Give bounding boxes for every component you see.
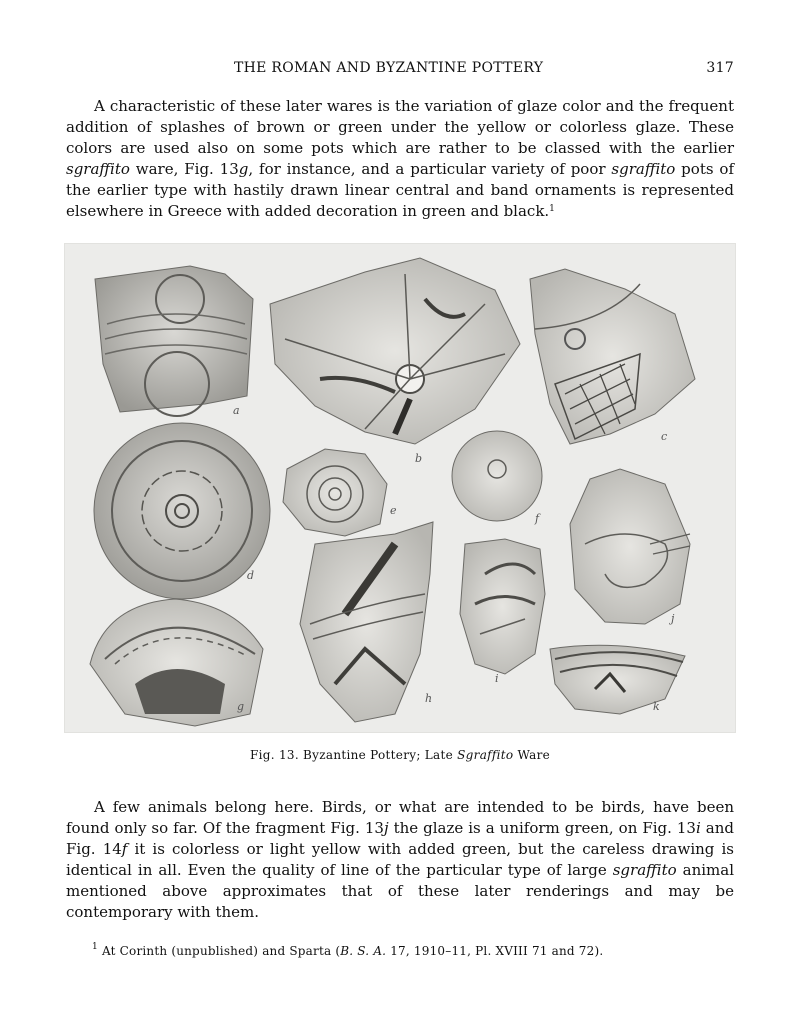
label-f: f <box>535 512 540 525</box>
figure-caption <box>66 748 734 762</box>
paragraph-glaze-variation <box>66 96 734 222</box>
p1-text-4: pots of the earlier type with hastily drawn linear central and band ornaments is represented elsewhere in Greece with added decoration in green and black. <box>66 160 734 220</box>
running-title: THE ROMAN AND BYZANTINE POTTERY <box>234 60 544 76</box>
p2-text-4: it is colorless or light yellow with added green, but the careless drawing is identical in all. Even the quality of line of the particular type of large <box>66 840 734 879</box>
label-a: a <box>233 404 240 417</box>
sherd-a <box>95 266 253 417</box>
label-h: h <box>425 692 433 705</box>
caption-em: Sgraffito <box>457 748 514 762</box>
p2-em-1: j <box>383 819 389 837</box>
footnote-reference[interactable]: 1 <box>549 204 555 214</box>
footnote-mark: 1 <box>92 942 98 952</box>
sherd-d <box>94 423 270 599</box>
p2-em-2: i <box>695 819 701 837</box>
sherd-h <box>300 522 433 722</box>
label-d: d <box>247 569 255 582</box>
figure-pottery-photo <box>64 243 736 733</box>
label-c: c <box>661 430 668 443</box>
paragraph-animals <box>66 797 734 923</box>
label-g: g <box>237 700 245 713</box>
page-number: 317 <box>706 60 734 76</box>
sherd-g <box>90 599 263 726</box>
label-k: k <box>653 700 660 713</box>
footnote-em: B. S. A. <box>340 944 387 958</box>
footnote <box>92 944 732 958</box>
running-header <box>66 60 736 82</box>
sherd-j <box>570 469 690 625</box>
p1-text-2: ware, Fig. 13 <box>129 160 239 178</box>
sherd-e <box>283 449 397 536</box>
label-b: b <box>415 452 423 465</box>
label-i: i <box>495 672 499 685</box>
footnote-text-1: At Corinth (unpublished) and Sparta ( <box>97 944 341 958</box>
p2-em-4: sgraffito <box>612 861 677 879</box>
sherd-f <box>452 431 542 525</box>
pottery-sherds-illustration <box>65 244 735 732</box>
sherd-i <box>460 539 545 685</box>
label-e: e <box>390 504 397 517</box>
p1-text-1: A characteristic of these later wares is the variation of glaze color and the frequent addition of splashes of brown or green under the yellow or colorless glaze. These colors are used also on some pots which are rather to be classed with the earlier <box>66 97 734 157</box>
sherd-c <box>530 269 695 444</box>
p2-text-1: A few animals belong here. Birds, or what are intended to be birds, have been found only so far. Of the fragment Fig. 13 <box>66 798 734 837</box>
label-j: j <box>671 612 675 625</box>
p2-text-2: the glaze is a uniform green, on Fig. 13 <box>388 819 696 837</box>
p2-em-3: f <box>121 840 128 858</box>
caption-suffix: Ware <box>513 748 551 762</box>
p1-em-1: sgraffito <box>66 160 130 178</box>
caption-prefix: Fig. 13. Byzantine Pottery; Late <box>249 748 458 762</box>
footnote-text-2: 17, 1910–11, Pl. XVIII 71 and 72). <box>386 944 604 958</box>
p1-em-3: sgraffito <box>611 160 676 178</box>
p2-text-3: and Fig. 14 <box>66 819 734 858</box>
p2-text-5: animal mentioned above approximates that of these later renderings and may be contemporary with them. <box>66 861 734 921</box>
p1-text-3: , for instance, and a particular variety of poor <box>248 160 612 178</box>
sherd-k <box>550 645 685 714</box>
p1-em-2: g <box>238 160 249 178</box>
